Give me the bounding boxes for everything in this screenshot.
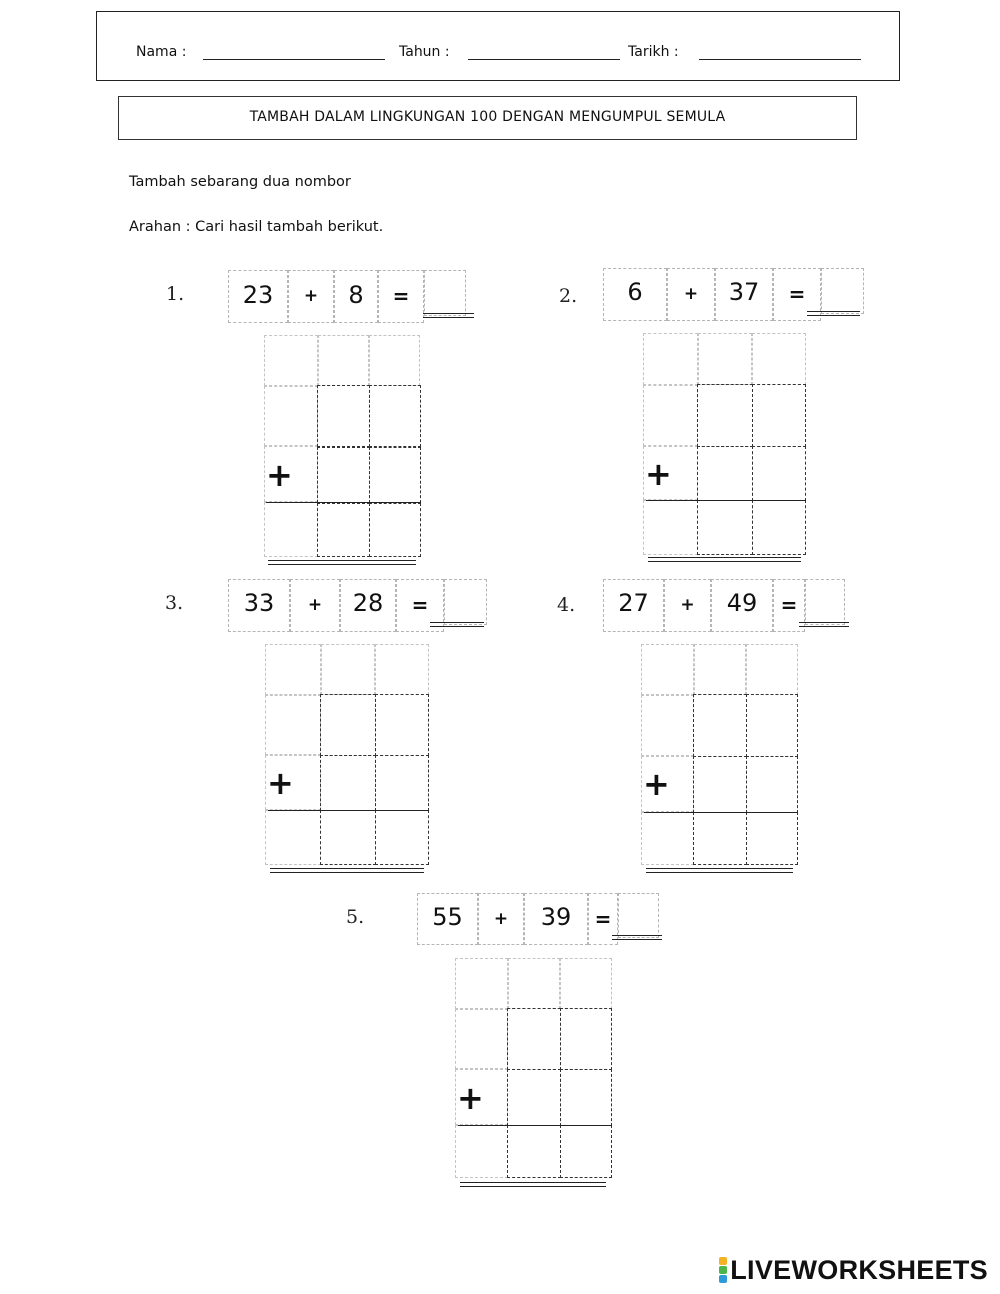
equals-sign: = [378, 270, 424, 323]
plus-symbol: + [643, 765, 670, 803]
answer-underline [430, 622, 484, 623]
ones-digit-sum[interactable] [369, 503, 421, 557]
liveworksheets-logo [719, 1256, 988, 1284]
plus-sign: + [290, 579, 340, 632]
plus-symbol: + [266, 456, 293, 494]
answer-underline [423, 313, 474, 314]
equals-sign: = [773, 579, 805, 632]
sum-line [458, 1125, 612, 1126]
year-field-line[interactable] [468, 59, 620, 60]
question-number: 1. [166, 283, 185, 305]
tens-digit-b[interactable] [320, 755, 376, 811]
tens-digit-a[interactable] [317, 385, 370, 447]
ones-digit-sum[interactable] [560, 1125, 612, 1178]
addend-b: 39 [524, 893, 588, 945]
answer-box[interactable] [424, 270, 466, 316]
instruction-line-1: Tambah sebarang dua nombor [129, 174, 351, 190]
addend-a: 55 [417, 893, 478, 945]
total-underline [646, 868, 793, 869]
total-underline [270, 872, 424, 873]
ones-digit-b[interactable] [746, 756, 798, 813]
total-underline [270, 868, 424, 869]
ones-digit-b[interactable] [369, 447, 421, 503]
sum-line [266, 502, 421, 503]
answer-underline [799, 622, 849, 623]
answer-underline [799, 626, 849, 627]
tens-digit-a[interactable] [697, 384, 753, 447]
total-underline [460, 1182, 606, 1183]
tens-digit-b[interactable] [507, 1069, 561, 1126]
ones-digit-sum[interactable] [375, 810, 429, 865]
answer-underline [612, 939, 662, 940]
addend-b: 8 [334, 270, 378, 323]
total-underline [268, 564, 416, 565]
answer-underline [807, 315, 860, 316]
tens-digit-b[interactable] [697, 446, 753, 501]
plus-symbol: + [267, 764, 294, 802]
question-number: 5. [346, 906, 365, 928]
answer-box[interactable] [618, 893, 659, 938]
ones-digit-sum[interactable] [746, 812, 798, 865]
tens-digit-b[interactable] [317, 447, 370, 503]
total-underline [648, 557, 801, 558]
addend-b: 37 [715, 268, 773, 321]
equals-sign: = [773, 268, 821, 321]
name-label: Nama : [136, 44, 187, 60]
total-underline [646, 872, 793, 873]
answer-box[interactable] [821, 268, 864, 314]
plus-sign: + [288, 270, 334, 323]
answer-input[interactable] [425, 271, 465, 315]
tens-digit-a[interactable] [507, 1008, 561, 1070]
year-label: Tahun : [399, 44, 450, 60]
equals-sign: = [396, 579, 444, 632]
ones-digit-sum[interactable] [752, 500, 806, 555]
answer-box[interactable] [805, 579, 845, 625]
answer-underline [612, 935, 662, 936]
total-underline [268, 560, 416, 561]
total-underline [460, 1186, 606, 1187]
tens-digit-sum[interactable] [697, 500, 753, 555]
ones-digit-a[interactable] [752, 384, 806, 447]
ones-digit-a[interactable] [369, 385, 421, 447]
date-field-line[interactable] [699, 59, 861, 60]
tens-digit-sum[interactable] [317, 503, 370, 557]
plus-symbol: + [457, 1079, 484, 1117]
date-label: Tarikh : [628, 44, 679, 60]
answer-underline [807, 311, 860, 312]
plus-sign: + [664, 579, 711, 632]
answer-input[interactable] [445, 580, 486, 624]
plus-symbol: + [645, 455, 672, 493]
logo-text: LIVEWORKSHEETS [730, 1254, 988, 1285]
plus-sign: + [478, 893, 524, 945]
answer-input[interactable] [806, 580, 844, 624]
ones-digit-b[interactable] [752, 446, 806, 501]
question-number: 4. [557, 594, 576, 616]
ones-digit-a[interactable] [375, 694, 429, 756]
ones-digit-b[interactable] [560, 1069, 612, 1126]
question-number: 2. [559, 285, 578, 307]
total-underline [648, 561, 801, 562]
addend-a: 6 [603, 268, 667, 321]
addend-a: 33 [228, 579, 290, 632]
tens-digit-a[interactable] [693, 694, 747, 757]
tens-digit-b[interactable] [693, 756, 747, 813]
tens-digit-sum[interactable] [693, 812, 747, 865]
tens-digit-a[interactable] [320, 694, 376, 756]
tens-digit-sum[interactable] [507, 1125, 561, 1178]
ones-digit-a[interactable] [746, 694, 798, 757]
ones-digit-b[interactable] [375, 755, 429, 811]
addend-a: 23 [228, 270, 288, 323]
addend-b: 49 [711, 579, 773, 632]
question-number: 3. [165, 592, 184, 614]
tens-digit-sum[interactable] [320, 810, 376, 865]
answer-underline [423, 317, 474, 318]
answer-input[interactable] [822, 269, 863, 313]
name-field-line[interactable] [203, 59, 385, 60]
plus-sign: + [667, 268, 715, 321]
student-info-box [96, 11, 900, 81]
ones-digit-a[interactable] [560, 1008, 612, 1070]
answer-box[interactable] [444, 579, 487, 625]
logo-icon [719, 1257, 727, 1283]
equals-sign: = [588, 893, 618, 945]
instruction-line-2: Arahan : Cari hasil tambah berikut. [129, 219, 384, 235]
addend-a: 27 [603, 579, 664, 632]
answer-input[interactable] [619, 894, 658, 937]
worksheet-title: TAMBAH DALAM LINGKUNGAN 100 DENGAN MENGUMPUL SEMULA [118, 96, 857, 140]
sum-line [644, 812, 798, 813]
sum-line [646, 500, 806, 501]
addend-b: 28 [340, 579, 396, 632]
sum-line [268, 810, 429, 811]
answer-underline [430, 626, 484, 627]
